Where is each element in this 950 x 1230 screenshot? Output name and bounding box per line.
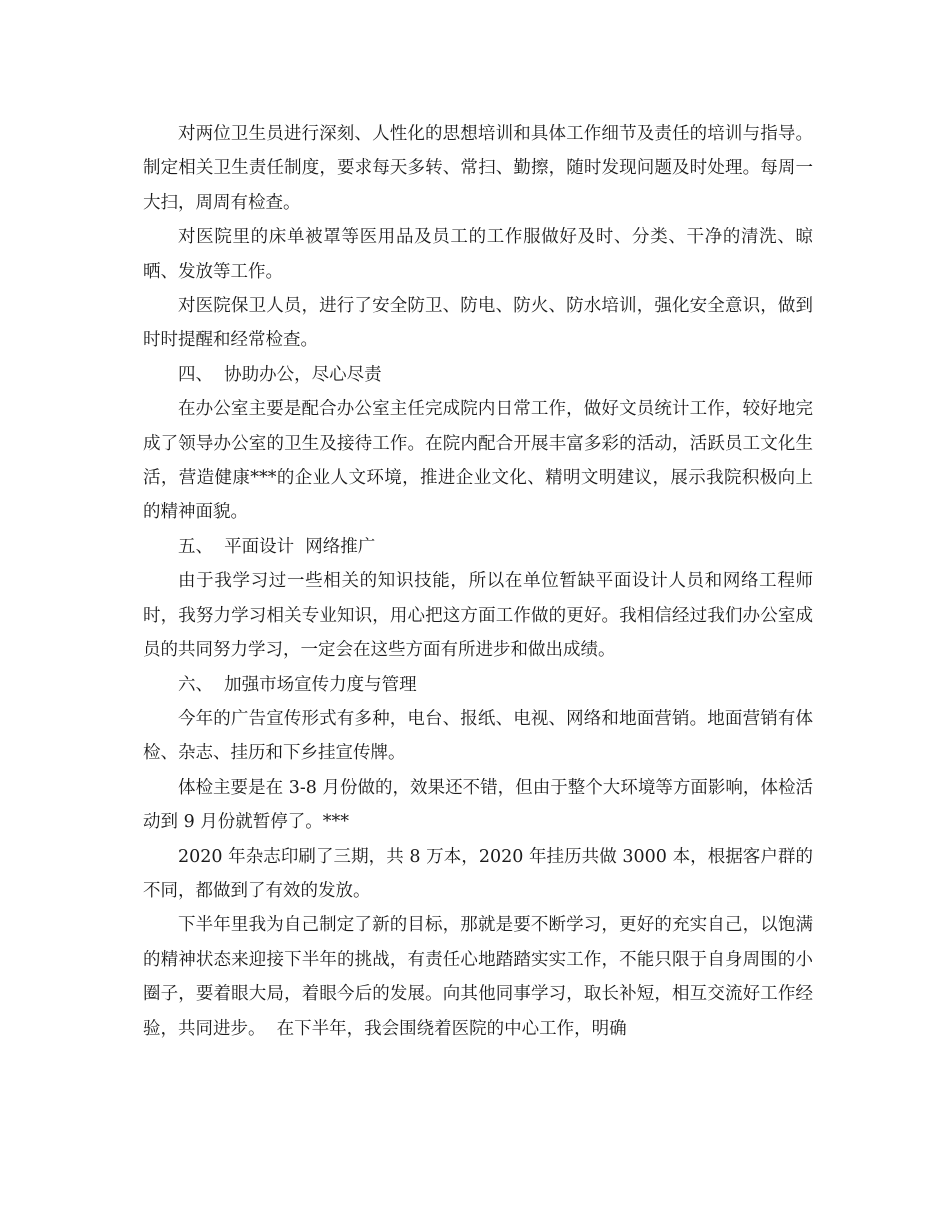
section-heading-office-assist: 四、 协助办公，尽心尽责 [178, 364, 382, 385]
paragraph-design-learning: 由于我学习过一些相关的知识技能，所以在单位暂缺平面设计人员和网络工程师时，我努力学习相关专业知识，用心把这方面工作做的更好。我相信经过我们办公室成员的共同努力学习，一定会在这些方面有所进步和做出成绩。 [143, 571, 813, 661]
paragraph-advertising-forms: 今年的广告宣传形式有多种，电台、报纸、电视、网络和地面营销。地面营销有体检、杂志、挂历和下乡挂宣传牌。 [143, 708, 813, 764]
document-body [143, 117, 813, 1046]
paragraph-sanitation-training: 对两位卫生员进行深刻、人性化的思想培训和具体工作细节及责任的培训与指导。制定相关卫生责任制度，要求每天多转、常扫、勤擦，随时发现问题及时处理。每周一大扫，周周有检查。 [143, 124, 813, 213]
paragraph-linen-cleaning: 对医院里的床单被罩等医用品及员工的工作服做好及时、分类、干净的清洗、晾晒、发放等工作。 [143, 227, 813, 282]
paragraph-second-half-goals: 下半年里我为自己制定了新的目标，那就是要不断学习，更好的充实自己，以饱满的精神状态来迎接下半年的挑战，有责任心地踏踏实实工作，不能只限于自身周围的小圈子，要着眼大局，着眼今后的发展。向其他同事学习，取长补短，相互交流好工作经验，共同进步。 在下半年，我会围绕着医院的中心工作，明确 [143, 915, 813, 1039]
section-heading-graphic-design: 五、 平面设计 网络推广 [178, 536, 376, 557]
section-heading-marketing: 六、 加强市场宣传力度与管理 [178, 674, 417, 695]
paragraph-health-checkup: 体检主要是在 3-8 月份做的，效果还不错，但由于整个大环境等方面影响，体检活动到 9 月份就暂停了。*** [143, 777, 813, 833]
paragraph-magazine-calendar: 2020 年杂志印刷了三期，共 8 万本，2020 年挂历共做 3000 本，根据客户群的不同，都做到了有效的发放。 [143, 846, 813, 901]
paragraph-security-training: 对医院保卫人员，进行了安全防卫、防电、防火、防水培训，强化安全意识，做到时时提醒和经常检查。 [143, 296, 813, 351]
paragraph-office-work: 在办公室主要是配合办公室主任完成院内日常工作，做好文员统计工作，较好地完成了领导办公室的卫生及接待工作。在院内配合开展丰富多彩的活动，活跃员工文化生活，营造健康***的企业人文环境，推进企业文化、精明文明建议，展示我院积极向上的精神面貌。 [143, 399, 813, 523]
